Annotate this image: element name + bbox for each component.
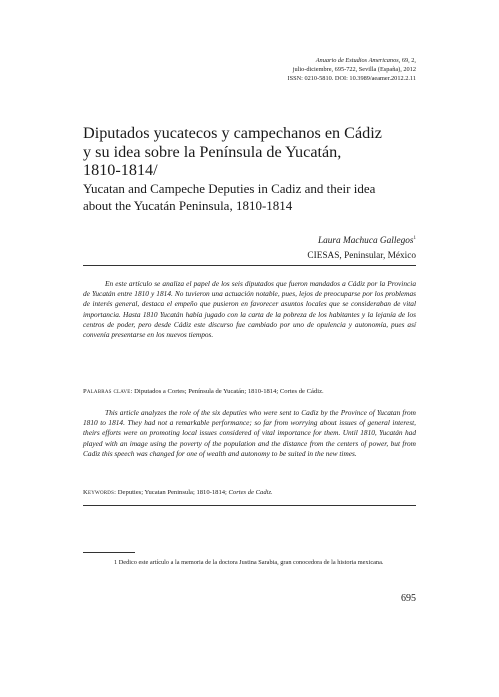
footnote: 1 Dedico este artículo a la memoria de la doctora Justina Sarabia, gran conocedora de la historia mexicana. (114, 559, 384, 566)
journal-citation-line (288, 56, 417, 65)
title-es-line-3: 1810-1814/ (83, 161, 158, 180)
title-es-line-1: Diputados yucatecos y campechanos en Cádiz (83, 124, 382, 142)
journal-issn-doi: ISSN: 0210-5810. DOI: 10.3989/aeamer.2012.2.11 (287, 75, 416, 83)
journal-header (288, 56, 417, 84)
keywords-en-text: Deputies; Yucatan Peninsula; 1810-1814; (117, 489, 227, 496)
article-title-spanish (83, 124, 423, 180)
author-name: Laura Machuca Gallegos (317, 236, 414, 247)
article-title-english (83, 180, 423, 214)
author-block (307, 231, 416, 264)
title-en-line-2: about the Yucatán Peninsula, 1810-1814 (83, 198, 293, 213)
journal-name: Anuario de Estudios Americanos (315, 57, 399, 64)
author-name-line (307, 231, 416, 249)
keywords-en-label: Keywords: (83, 489, 117, 496)
title-es-line-2: y su idea sobre la Península de Yucatán, (83, 142, 342, 161)
journal-volume: , 69, 2, (398, 57, 416, 64)
keywords-english (83, 488, 416, 497)
journal-issue-line: julio-diciembre, 695-722, Sevilla (España), 2012 (292, 66, 416, 74)
title-en-line-1: Yucatan and Campeche Deputies in Cadiz and their idea (83, 181, 376, 196)
keywords-es-label: Palabras clave: (83, 388, 133, 395)
author-affiliation: CIESAS, Peninsular, México (307, 251, 416, 262)
author-footnote-mark: 1 (413, 236, 416, 241)
abstract-spanish: En este artículo se analiza el papel de los seis diputados que fueron mandados a Cádiz por la Provincia de Yucatán entre 1810 y 1814. No tuvieron una actuación notable, pues, lejos de preocuparse por los problemas de interés general, destaca el empeño que pusieron en favorecer asuntos locales que se consideraban de vital importancia. Hasta 1810 Yucatán había jugado con la carta de la pobreza de los habitantes y la lejanía de los centros de poder, pero desde Cádiz este discurso fue cambiado por uno de opulencia y autonomía, pues así convenía presentarse en los nuevos tiempos. (83, 279, 416, 340)
abstract-bottom-rule (83, 505, 416, 506)
keywords-spanish (83, 387, 416, 396)
keywords-es-text: Diputados a Cortes; Península de Yucatán; 1810-1814; Cortes de Cádiz. (134, 388, 324, 395)
keywords-en-italic: Cortes de Cadiz. (228, 489, 273, 496)
abstract-top-rule (83, 265, 416, 266)
page-number: 695 (401, 593, 416, 604)
abstract-english: This article analyzes the role of the six deputies who were sent to Cadiz by the Province of Yucatan from 1810 to 1814. They had not a remarkable performance; so far from worrying about issues of general interest, theirs efforts were on promoting local issues considered of vital importance for them. Until 1810, Yucatán had played with an image using the poverty of the population and the distance from the centers of power, but from Cadiz this speech was changed for one of wealth and autonomy to be suited in the new times. (83, 408, 416, 458)
footnote-separator (83, 552, 135, 553)
